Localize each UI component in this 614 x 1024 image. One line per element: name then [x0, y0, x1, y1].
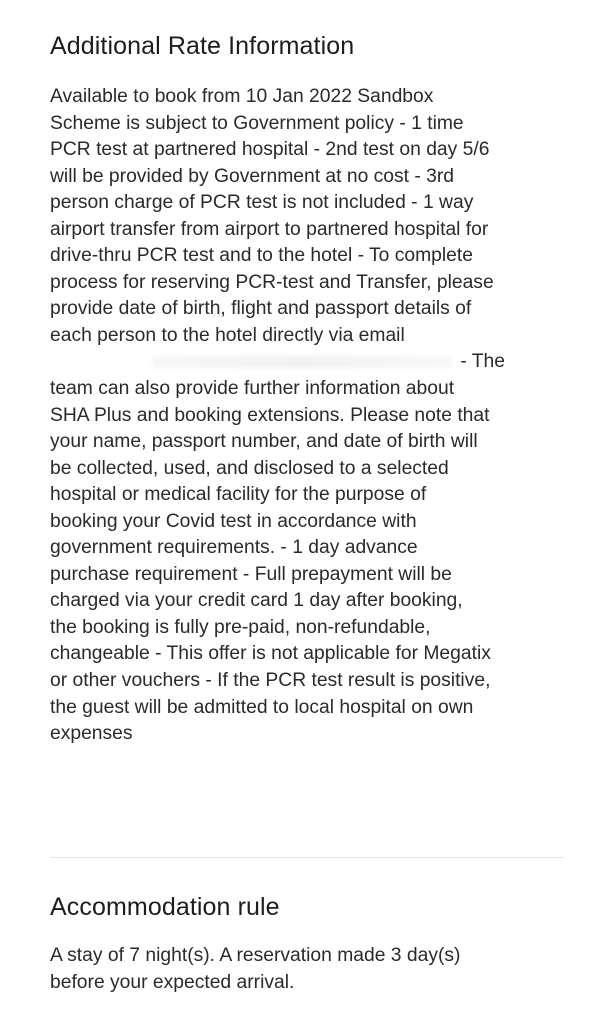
- text-line: or other vouchers - If the PCR test result is positive,: [50, 670, 491, 692]
- text-fragment: - The: [460, 351, 505, 373]
- text-line: [50, 349, 505, 376]
- text-line: the booking is fully pre-paid, non-refundable,: [50, 616, 431, 638]
- rate-info-text: [50, 84, 505, 748]
- text-line: will be provided by Government at no cost - 3rd: [50, 165, 455, 187]
- text-line: expenses: [50, 723, 133, 745]
- text-line: Scheme is subject to Government policy - 1 time: [50, 112, 464, 134]
- text-line: process for reserving PCR-test and Transfer, please: [50, 271, 494, 293]
- text-line: your name, passport number, and date of birth will: [50, 431, 478, 453]
- text-line: airport transfer from airport to partnered hospital for: [50, 218, 489, 240]
- text-line: before your expected arrival.: [50, 972, 295, 993]
- accommodation-rule-text: [50, 942, 460, 996]
- text-line: be collected, used, and disclosed to a selected: [50, 457, 449, 479]
- text-line: changeable - This offer is not applicable for Megatix: [50, 643, 491, 665]
- text-line: Available to book from 10 Jan 2022 Sandbox: [50, 86, 434, 107]
- text-line: hospital or medical facility for the purpose of: [50, 484, 427, 506]
- section-divider: [50, 857, 564, 858]
- text-line: drive-thru PCR test and to the hotel - To complete: [50, 245, 473, 267]
- text-line: provide date of birth, flight and passport details of: [50, 298, 472, 320]
- redacted-email: [152, 356, 452, 368]
- text-line: each person to the hotel directly via email: [50, 324, 405, 346]
- text-line: the guest will be admitted to local hospital on own: [50, 696, 474, 718]
- text-line: A stay of 7 night(s). A reservation made 3 day(s): [50, 945, 461, 966]
- text-line: PCR test at partnered hospital - 2nd test on day 5/6: [50, 139, 490, 161]
- text-line: person charge of PCR test is not included - 1 way: [50, 192, 474, 214]
- text-line: charged via your credit card 1 day after booking,: [50, 590, 463, 612]
- accommodation-rule-heading: Accommodation rule: [50, 893, 280, 921]
- text-line: purchase requirement - Full prepayment will be: [50, 563, 452, 585]
- rate-info-heading: Additional Rate Information: [50, 32, 355, 60]
- text-line: booking your Covid test in accordance with: [50, 510, 417, 532]
- text-line: SHA Plus and booking extensions. Please note that: [50, 404, 490, 426]
- text-line: government requirements. - 1 day advance: [50, 537, 418, 559]
- text-line: team can also provide further information about: [50, 378, 455, 400]
